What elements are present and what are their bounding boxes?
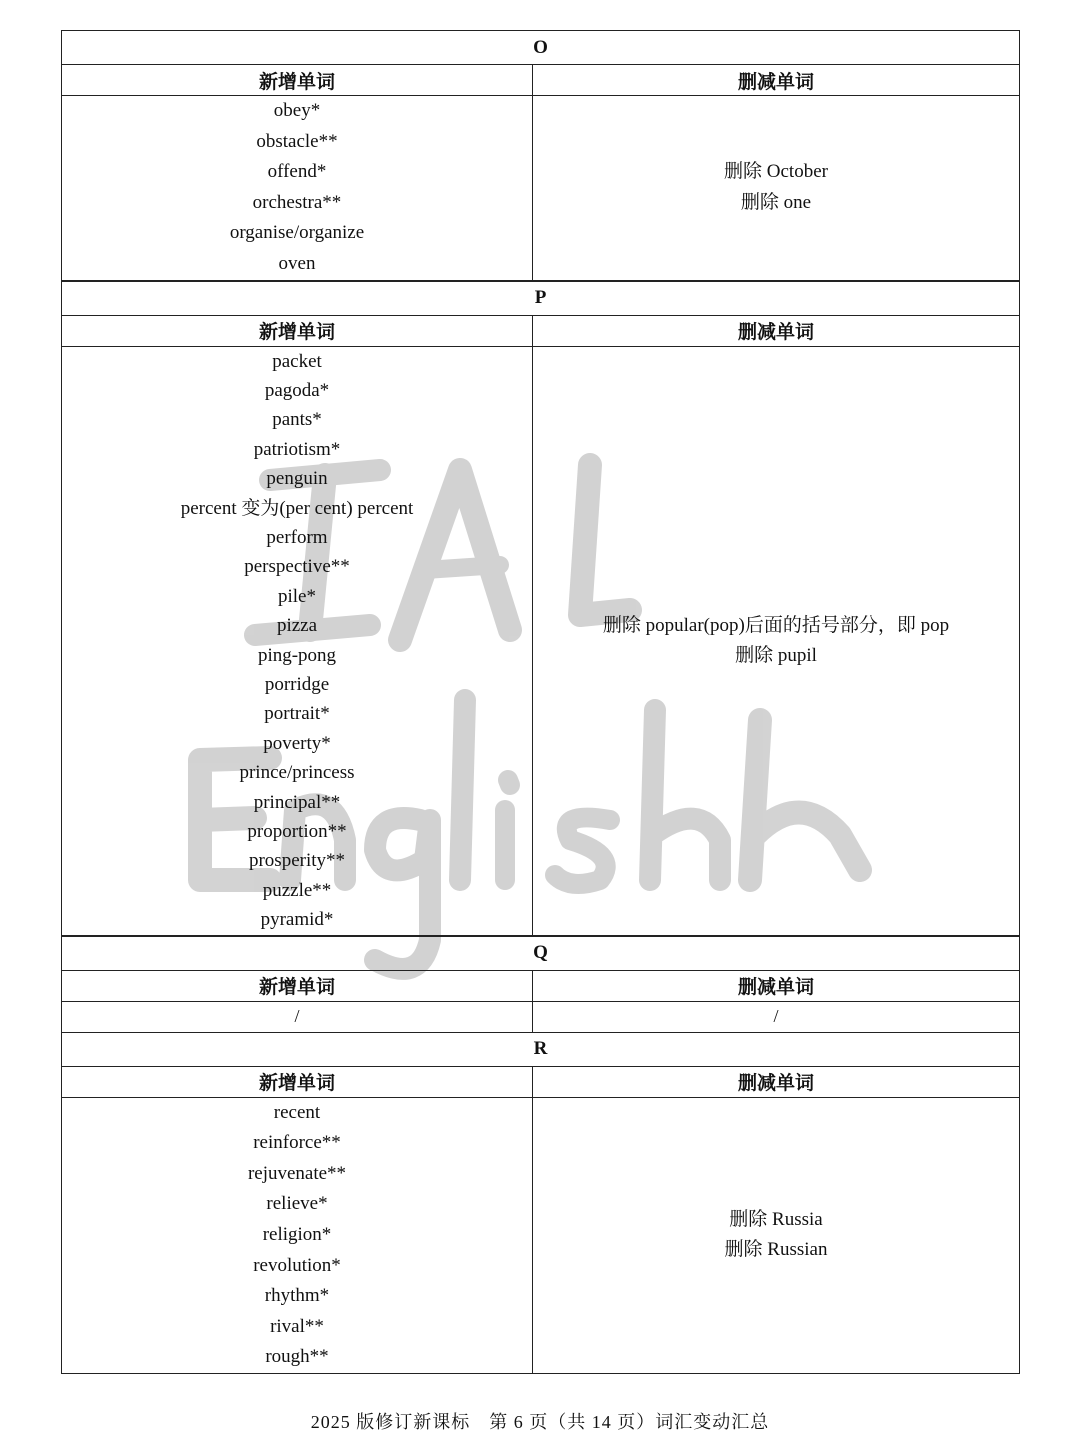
section-r-body-row	[62, 1097, 1020, 1373]
list-item: rhythm*	[264, 1285, 330, 1307]
section-q-body-row	[62, 1001, 1020, 1032]
added-words-header: 新增单词	[62, 1066, 533, 1097]
removed-words-header: 删减单词	[533, 315, 1020, 346]
section-p-letter-row	[62, 281, 1020, 316]
list-item: rough**	[265, 1346, 329, 1368]
list-item: pants*	[272, 409, 322, 431]
section-q-header-row	[62, 970, 1020, 1001]
list-item: relieve*	[266, 1193, 328, 1215]
section-p-removed-cell	[533, 346, 1020, 936]
list-item: 删除 pupil	[735, 644, 817, 666]
list-item: recent	[273, 1101, 321, 1123]
section-q-letter-row	[62, 936, 1020, 971]
section-r-added-list	[62, 1098, 532, 1373]
list-item: ping-pong	[257, 644, 337, 666]
list-item: porridge	[264, 674, 330, 696]
list-item: proportion**	[247, 821, 347, 843]
section-r-header-row	[62, 1066, 1020, 1097]
list-item: rejuvenate**	[247, 1162, 347, 1184]
list-item: orchestra**	[252, 191, 342, 213]
section-p-body-row	[62, 346, 1020, 936]
removed-words-header: 删减单词	[533, 1066, 1020, 1097]
list-item: reinforce**	[253, 1132, 341, 1154]
list-item: packet	[272, 350, 322, 372]
list-item: perspective**	[244, 556, 350, 578]
list-item: prosperity**	[248, 850, 346, 872]
section-o-body-row	[62, 96, 1020, 281]
section-o-removed-list	[533, 157, 1019, 218]
vocabulary-table	[61, 30, 1020, 1374]
list-item: obey*	[273, 100, 321, 121]
list-item: 删除 one	[740, 191, 812, 213]
removed-words-header: 删减单词	[533, 65, 1020, 96]
section-r-letter: R	[62, 1032, 1020, 1066]
list-item: 删除 October	[724, 161, 828, 183]
added-words-header: 新增单词	[62, 970, 533, 1001]
list-item: perform	[266, 527, 328, 548]
list-item: puzzle**	[262, 879, 332, 901]
list-item: pagoda*	[264, 379, 330, 401]
list-item: organise/organize	[229, 222, 365, 244]
section-o-added-cell	[62, 96, 533, 281]
list-item: prince/princess	[239, 762, 355, 784]
section-r-letter-row	[62, 1032, 1020, 1066]
list-item: 删除 Russia	[729, 1208, 823, 1230]
section-r-added-cell	[62, 1097, 533, 1373]
list-item: oven	[278, 252, 316, 274]
section-o-letter: O	[62, 31, 1020, 65]
added-words-header: 新增单词	[62, 315, 533, 346]
list-item: offend*	[267, 161, 327, 183]
list-item: revolution*	[253, 1254, 341, 1276]
section-o-header-row	[62, 65, 1020, 96]
list-item: patriotism*	[253, 438, 341, 460]
list-item: pile*	[278, 585, 316, 607]
list-item: religion*	[262, 1224, 332, 1246]
list-item: rival**	[270, 1315, 324, 1337]
list-item: 删除 Russian	[724, 1239, 828, 1261]
page-footer: 2025 版修订新课标 第 6 页（共 14 页）词汇变动汇总	[310, 1412, 770, 1432]
section-q-added-cell: /	[62, 1001, 533, 1032]
list-item: poverty*	[263, 732, 331, 754]
added-words-header: 新增单词	[62, 65, 533, 96]
section-o-letter-row	[62, 31, 1020, 65]
section-r-removed-list	[533, 1205, 1019, 1266]
list-item: obstacle**	[256, 130, 338, 152]
list-item: portrait*	[264, 703, 330, 725]
section-o-added-list	[62, 96, 532, 280]
list-item: percent 变为(per cent) percent	[180, 497, 414, 519]
list-item: principal**	[253, 791, 341, 813]
section-p-added-cell	[62, 346, 533, 936]
section-p-added-list	[62, 347, 532, 935]
section-r-removed-cell	[533, 1097, 1020, 1373]
section-q-removed-cell: /	[533, 1001, 1020, 1032]
list-item: pizza	[276, 615, 318, 637]
list-item: 删除 popular(pop)后面的括号部分，即 pop	[602, 615, 950, 637]
section-q-letter: Q	[62, 936, 1020, 971]
section-o-removed-cell	[533, 96, 1020, 281]
list-item: penguin	[266, 468, 328, 490]
section-p-letter: P	[62, 281, 1020, 316]
section-p-header-row	[62, 315, 1020, 346]
removed-words-header: 删减单词	[533, 970, 1020, 1001]
list-item: pyramid*	[260, 909, 334, 931]
section-p-removed-list	[533, 611, 1019, 670]
